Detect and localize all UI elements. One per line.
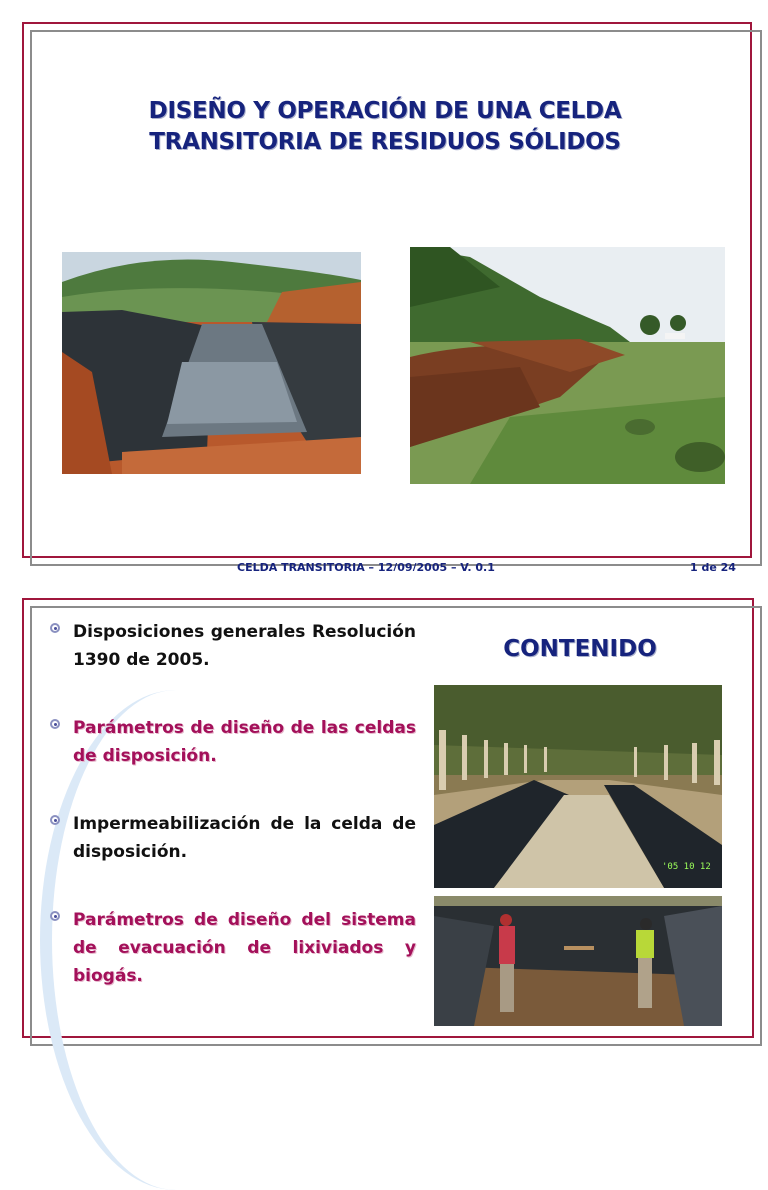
bullet-icon xyxy=(50,623,60,633)
photo-excavation-field xyxy=(410,247,725,484)
footer-text: CELDA TRANSITORIA – 12/09/2005 – V. 0.1 xyxy=(237,561,495,571)
bullet-icon xyxy=(50,815,60,825)
content-bullet-list xyxy=(50,618,416,990)
bullet-item xyxy=(50,714,416,770)
bullet-icon xyxy=(50,911,60,921)
bullet-text: Impermeabilización de la celda de disposición. xyxy=(73,814,416,862)
bullet-text: Parámetros de diseño del sistema de evacuación de lixiviados y biogás. xyxy=(73,910,416,986)
title-line-2: TRANSITORIA DE RESIDUOS SÓLIDOS xyxy=(149,129,621,155)
slide-1-title xyxy=(60,96,710,158)
photo-lined-trench xyxy=(62,252,361,474)
photo-workers-in-trench xyxy=(434,896,722,1026)
bullet-icon xyxy=(50,719,60,729)
slide-2-heading: CONTENIDO xyxy=(503,636,657,662)
bullet-item xyxy=(50,618,416,674)
bullet-text: Disposiciones generales Resolución 1390 de 2005. xyxy=(73,622,416,670)
photo-trench-with-fence xyxy=(434,685,722,888)
bullet-item xyxy=(50,906,416,990)
bullet-item xyxy=(50,810,416,866)
photo-date-stamp: '05 10 12 xyxy=(662,862,711,872)
bullet-text: Parámetros de diseño de las celdas de disposición. xyxy=(73,718,416,766)
footer-page-number: 1 de 24 xyxy=(690,561,736,571)
title-line-1: DISEÑO Y OPERACIÓN DE UNA CELDA xyxy=(148,98,622,124)
